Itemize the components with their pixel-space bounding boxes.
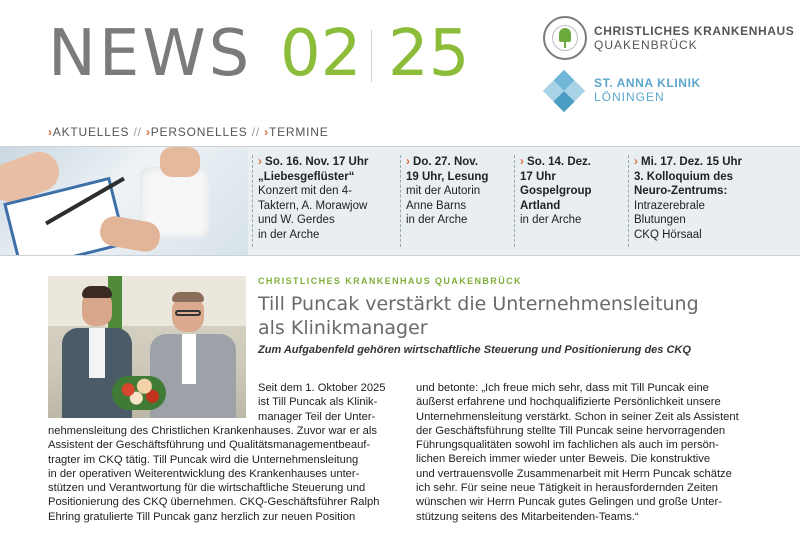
event-line: mit der Autorin (406, 185, 481, 197)
st-anna-brand-line1: ST. ANNA KLINIK (594, 76, 701, 90)
event-item[interactable] (520, 155, 630, 228)
article-subhead: Zum Aufgabenfeld gehören wirtschaftliche Steuerung und Positionierung des CKQ (258, 344, 691, 356)
body-line: in der operativen Weiterentwicklung des Krankenhauses unter- (48, 467, 360, 480)
chevron-right-icon: › (520, 156, 524, 168)
event-item[interactable] (634, 155, 794, 242)
article-column-1-top (258, 381, 408, 424)
event-line: 17 Uhr (520, 170, 556, 183)
body-line: ich sehr. Für seine neue Tätigkeit in herausfordernden Zeiten (416, 482, 719, 495)
event-line: Blutungen (634, 214, 686, 226)
events-band (0, 146, 800, 256)
chevron-right-icon: › (258, 156, 262, 168)
chevron-right-icon: › (634, 156, 638, 168)
st-anna-brand (594, 76, 701, 104)
event-line: Taktern, A. Morawjow (258, 199, 368, 212)
body-line: Positionierung des CKQ übernehmen. CKQ-Geschäftsführer Ralph (48, 496, 380, 509)
ckq-logo-icon (543, 16, 587, 60)
event-line: 19 Uhr, Lesung (406, 170, 489, 183)
body-line: stützung seitens des Mitarbeitenden-Teams.“ (416, 510, 639, 523)
body-line: nehmensleitung des Christlichen Krankenhauses. Zuvor war er als (48, 425, 377, 437)
medical-photo (0, 147, 248, 255)
body-line: lichen Bereich immer wieder unter Beweis. Die konstruktive (416, 453, 711, 466)
ckq-brand-line1: CHRISTLICHES KRANKENHAUS (594, 24, 795, 38)
event-line: Anne Barns (406, 199, 467, 212)
nav-item-personelles[interactable]: PERSONELLES (150, 125, 248, 139)
event-item[interactable] (258, 155, 398, 242)
event-divider (514, 155, 515, 247)
body-line: Assistent der Geschäftsführung und Qualitätsmanagementbeauf- (48, 439, 371, 452)
st-anna-brand-line2: LÖNINGEN (594, 90, 665, 104)
nav-separator: // (251, 125, 260, 139)
event-line: Intrazerebrale (634, 199, 705, 212)
title-divider (371, 30, 372, 82)
event-line: in der Arche (406, 214, 468, 226)
event-line: Gospelgroup (520, 185, 592, 197)
event-line: Konzert mit den 4- (258, 185, 352, 197)
article-headline (258, 292, 778, 340)
body-line: Seit dem 1. Oktober 2025 (258, 382, 386, 394)
event-divider (400, 155, 401, 247)
body-line: tragter im CKQ tätig. Till Puncak wird die Unternehmensleitung (48, 453, 359, 466)
event-date: Mi. 17. Dez. 15 Uhr (641, 156, 743, 168)
chevron-right-icon: › (406, 156, 410, 168)
event-line: Neuro-Zentrums: (634, 185, 728, 197)
body-line: manager Teil der Unter- (258, 410, 376, 423)
nav-item-aktuelles[interactable]: AKTUELLES (52, 125, 130, 139)
body-line: Unternehmensleitung verstärkt. Schon in seiner Zeit als Assistent (416, 410, 739, 423)
issue-year: 25 (388, 17, 470, 91)
section-nav (48, 125, 329, 139)
article-photo (48, 276, 246, 418)
issue-number: 02 (280, 17, 362, 91)
event-line: und W. Gerdes (258, 214, 335, 226)
event-line: „Liebesgeflüster“ (258, 170, 355, 183)
nav-separator: // (133, 125, 142, 139)
chevron-right-icon: › (48, 125, 53, 139)
body-line: der Geschäftsführung stellte Till Puncak seine hervorragenden (416, 424, 726, 437)
body-line: ist Till Puncak als Klinik- (258, 396, 378, 409)
event-line: in der Arche (520, 214, 582, 226)
body-line: und betonte: „Ich freue mich sehr, dass mit Till Puncak eine (416, 382, 709, 394)
body-line: stützen und Verantwortung für die wirtschaftliche Steuerung und (48, 482, 366, 495)
event-line: CKQ Hörsaal (634, 228, 702, 241)
body-line: und vertrauensvolle Zusammenarbeit mit Herrn Puncak schätze (416, 467, 732, 480)
event-item[interactable] (406, 155, 516, 228)
bouquet-icon (112, 376, 166, 410)
event-line: 3. Kolloquium des (634, 170, 734, 183)
article-column-1 (48, 424, 408, 524)
ckq-brand-line2: QUAKENBRÜCK (594, 38, 698, 52)
body-line: Ehring gratulierte Till Puncak ganz herzlich zur neuen Position (48, 510, 356, 523)
event-line: in der Arche (258, 228, 320, 241)
event-line: Artland (520, 199, 561, 212)
event-date: Do. 27. Nov. (413, 156, 479, 168)
event-date: So. 14. Dez. (527, 156, 591, 168)
ckq-brand (594, 24, 794, 52)
headline-line: als Klinikmanager (258, 317, 428, 339)
chevron-right-icon: › (264, 125, 269, 139)
event-divider (628, 155, 629, 247)
body-line: Führungsqualitäten sowohl im fachlichen als auch im persön- (416, 439, 719, 452)
article-column-2 (416, 381, 786, 524)
body-line: wünschen wir Herrn Puncak gutes Gelingen und große Unter- (416, 496, 722, 509)
st-anna-logo-icon (543, 70, 585, 112)
event-date: So. 16. Nov. 17 Uhr (265, 156, 369, 168)
nav-item-termine[interactable]: TERMINE (268, 125, 329, 139)
body-line: äußerst erfahrene und hochqualifizierte Persönlichkeit unsere (416, 396, 721, 409)
event-divider (252, 155, 253, 247)
newsletter-title: NEWS (48, 17, 253, 91)
article-kicker: CHRISTLICHES KRANKENHAUS QUAKENBRÜCK (258, 276, 522, 286)
headline-line: Till Puncak verstärkt die Unternehmensleitung (258, 293, 699, 315)
chevron-right-icon: › (145, 125, 151, 139)
